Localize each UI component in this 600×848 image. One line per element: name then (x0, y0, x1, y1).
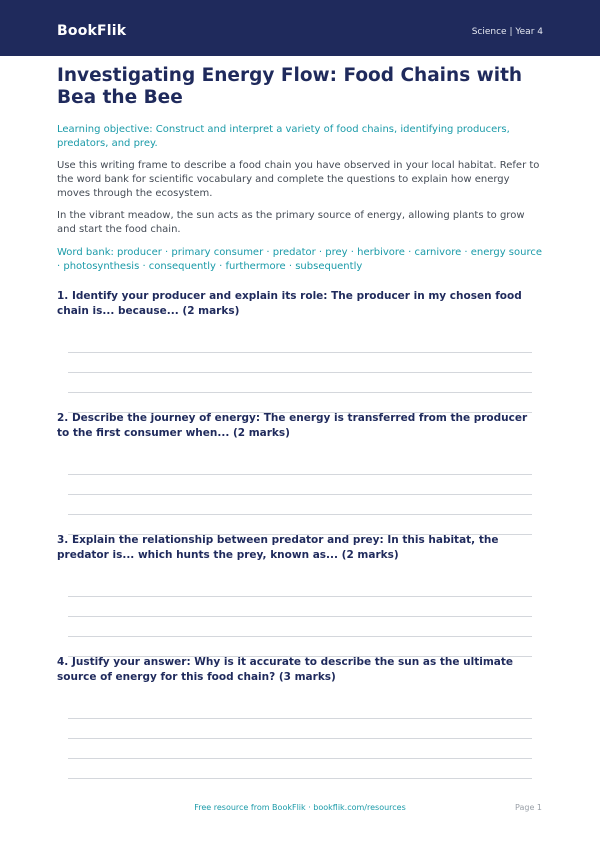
brand-logo[interactable]: BookFlik (57, 23, 127, 39)
answer-line[interactable] (68, 514, 532, 515)
answer-line[interactable] (68, 636, 532, 637)
learning-objective: Learning objective: Construct and interpret a variety of food chains, identifying producers, predators, and prey. (57, 124, 510, 149)
question-3: 3. Explain the relationship between predator and prey: In this habitat, the predator is... which hunts the prey, known as... (2 marks) (57, 534, 499, 561)
worksheet-intro (57, 65, 543, 274)
worksheet-title: Investigating Energy Flow: Food Chains with Bea the Bee (57, 65, 523, 108)
answer-line[interactable] (68, 392, 532, 393)
page-number: Page 1 (515, 803, 542, 812)
answer-line[interactable] (68, 758, 532, 759)
question-1: 1. Identify your producer and explain its role: The producer in my chosen food chain is... because... (2 marks) (57, 290, 522, 317)
answer-line[interactable] (68, 494, 532, 495)
answer-line[interactable] (68, 474, 532, 475)
answer-line[interactable] (68, 718, 532, 719)
answer-line[interactable] (68, 778, 532, 779)
question-2: 2. Describe the journey of energy: The energy is transferred from the producer to the first consumer when... (2 marks) (57, 412, 528, 439)
subject-label: Science | Year 4 (471, 27, 543, 37)
answer-line[interactable] (68, 738, 532, 739)
page-header (0, 0, 600, 56)
answer-line[interactable] (68, 372, 532, 373)
answer-line[interactable] (68, 352, 532, 353)
answer-line[interactable] (68, 596, 532, 597)
word-bank: Word bank: producer · primary consumer · predator · prey · herbivore · carnivore · energy source · photosynthesis · consequently · furthermore · subsequently (57, 247, 542, 272)
question-4: 4. Justify your answer: Why is it accurate to describe the sun as the ultimate source of energy for this food chain? (3 marks) (57, 656, 514, 683)
instructions-text: Use this writing frame to describe a food chain you have observed in your local habitat. Refer to the word bank for scientific vocabulary and complete the questions to explain how energy moves through the ecosystem. (57, 160, 540, 199)
footer-resource-link[interactable]: Free resource from BookFlik · bookflik.com/resources (194, 803, 406, 812)
intro-text: In the vibrant meadow, the sun acts as the primary source of energy, allowing plants to grow and start the food chain. (57, 210, 525, 235)
answer-line[interactable] (68, 616, 532, 617)
